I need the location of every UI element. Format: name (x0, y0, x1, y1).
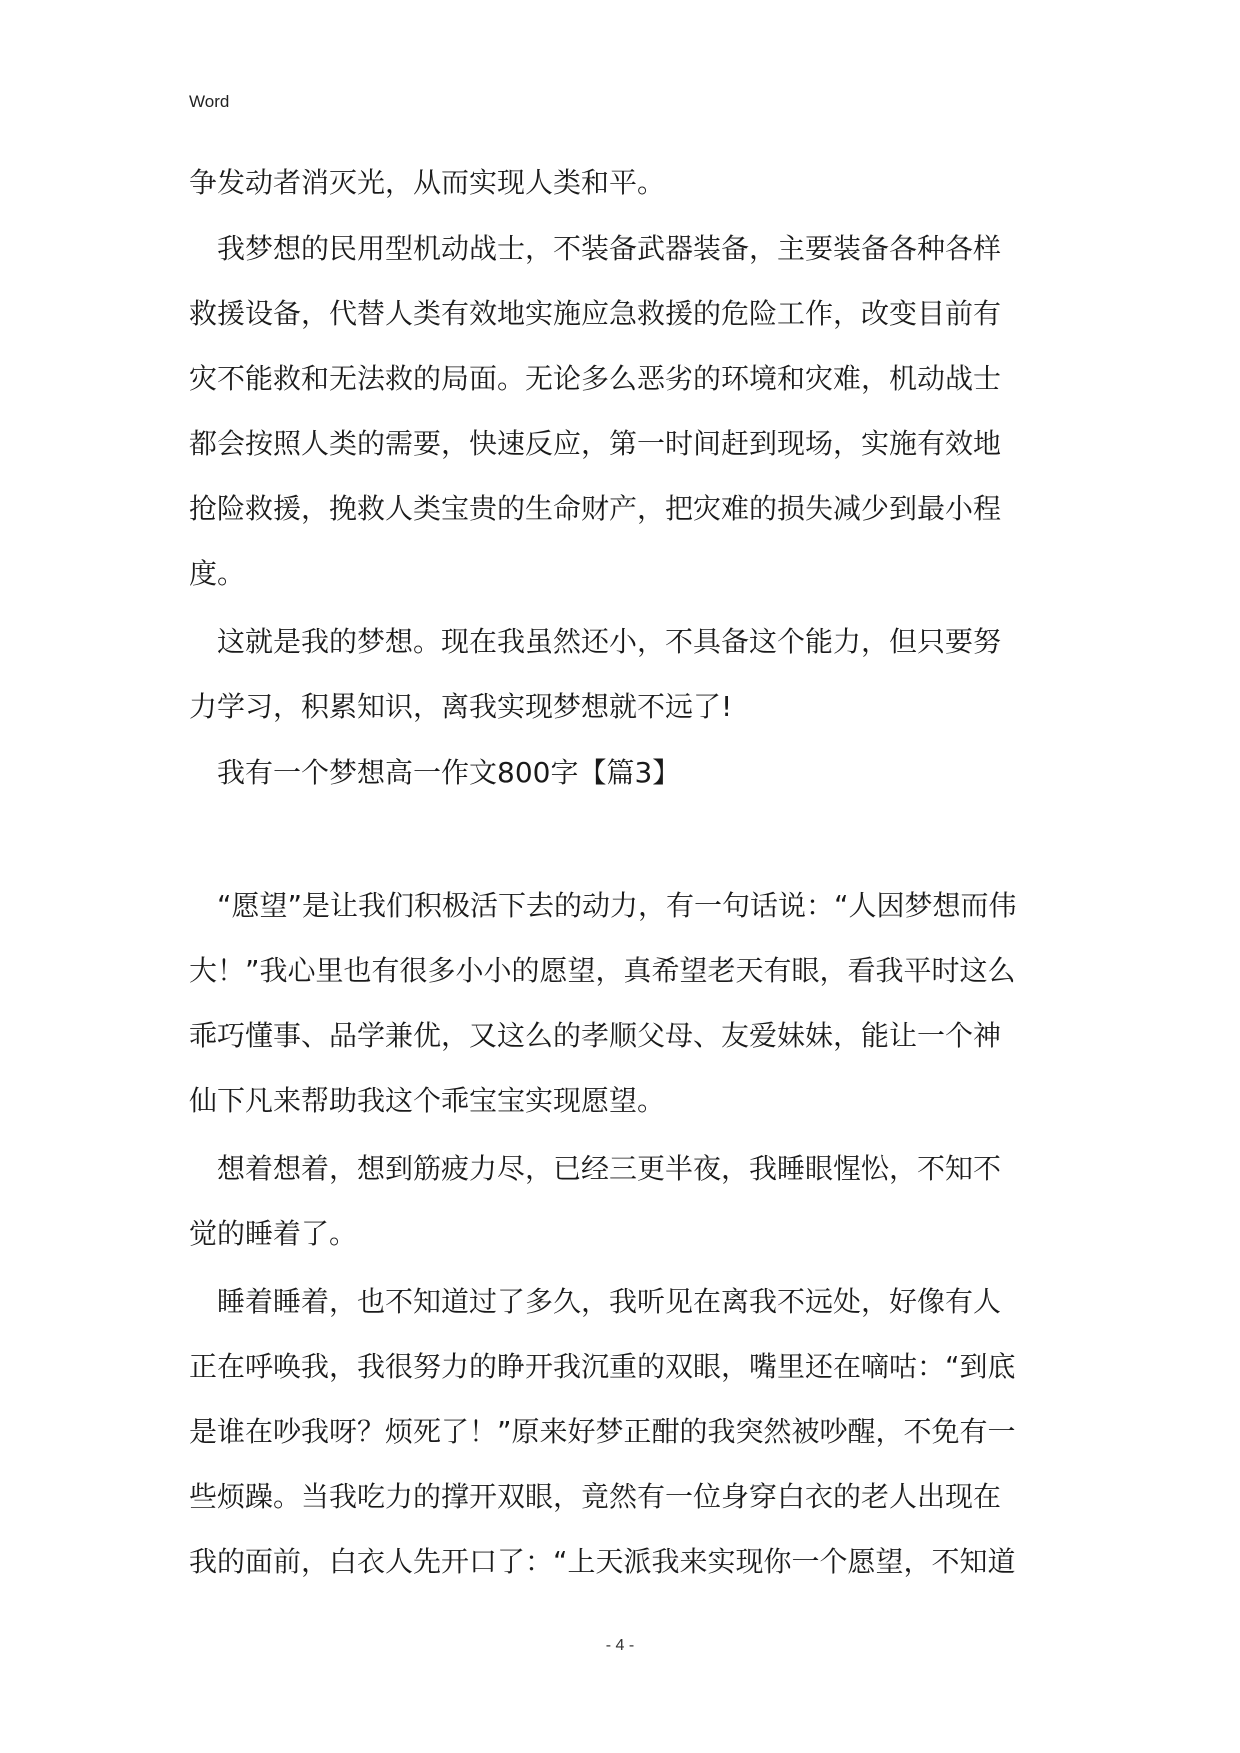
text-line: 这就是我的梦想。现在我虽然还小，不具备这个能力，但只要努 (189, 625, 1002, 658)
page-number: - 4 - (605, 1637, 635, 1654)
section-heading: 我有一个梦想高一作文800字【篇3】 (189, 756, 681, 789)
text-line: 都会按照人类的需要，快速反应，第一时间赶到现场，实施有效地 (189, 427, 1002, 460)
text-line: 乖巧懂事、品学兼优，又这么的孝顺父母、友爱妹妹，能让一个神 (189, 1019, 1002, 1052)
text-line: 睡着睡着，也不知道过了多久，我听见在离我不远处，好像有人 (189, 1285, 1002, 1318)
text-line: 救援设备，代替人类有效地实施应急救援的危险工作，改变目前有 (189, 297, 1002, 330)
text-line: 我的面前，白衣人先开口了：“上天派我来实现你一个愿望，不知道 (189, 1545, 1016, 1578)
text-line: 争发动者消灭光，从而实现人类和平。 (189, 166, 666, 199)
text-line: 觉的睡着了。 (189, 1217, 358, 1250)
text-line: 大！”我心里也有很多小小的愿望，真希望老天有眼，看我平时这么 (189, 954, 1016, 987)
text-line: 抢险救援，挽救人类宝贵的生命财产，把灾难的损失减少到最小程 (189, 492, 1002, 525)
text-line: 仙下凡来帮助我这个乖宝宝实现愿望。 (189, 1084, 666, 1117)
text-line: 我梦想的民用型机动战士，不装备武器装备，主要装备各种各样 (189, 232, 1002, 265)
text-line: 想着想着，想到筋疲力尽，已经三更半夜，我睡眼惺忪，不知不 (189, 1152, 1002, 1185)
text-line: 是谁在吵我呀？烦死了！”原来好梦正酣的我突然被吵醒，不免有一 (189, 1415, 1016, 1448)
text-line: 些烦躁。当我吃力的撑开双眼，竟然有一位身穿白衣的老人出现在 (189, 1480, 1002, 1513)
text-line: 正在呼唤我，我很努力的睁开我沉重的双眼，嘴里还在嘀咕：“到底 (189, 1350, 1016, 1383)
text-line: 灾不能救和无法救的局面。无论多么恶劣的环境和灾难，机动战士 (189, 362, 1002, 395)
header-label: Word (189, 92, 230, 111)
text-line: 度。 (189, 557, 246, 590)
text-line: 力学习，积累知识，离我实现梦想就不远了! (189, 690, 733, 723)
text-line: “愿望”是让我们积极活下去的动力，有一句话说：“人因梦想而伟 (189, 889, 1017, 922)
